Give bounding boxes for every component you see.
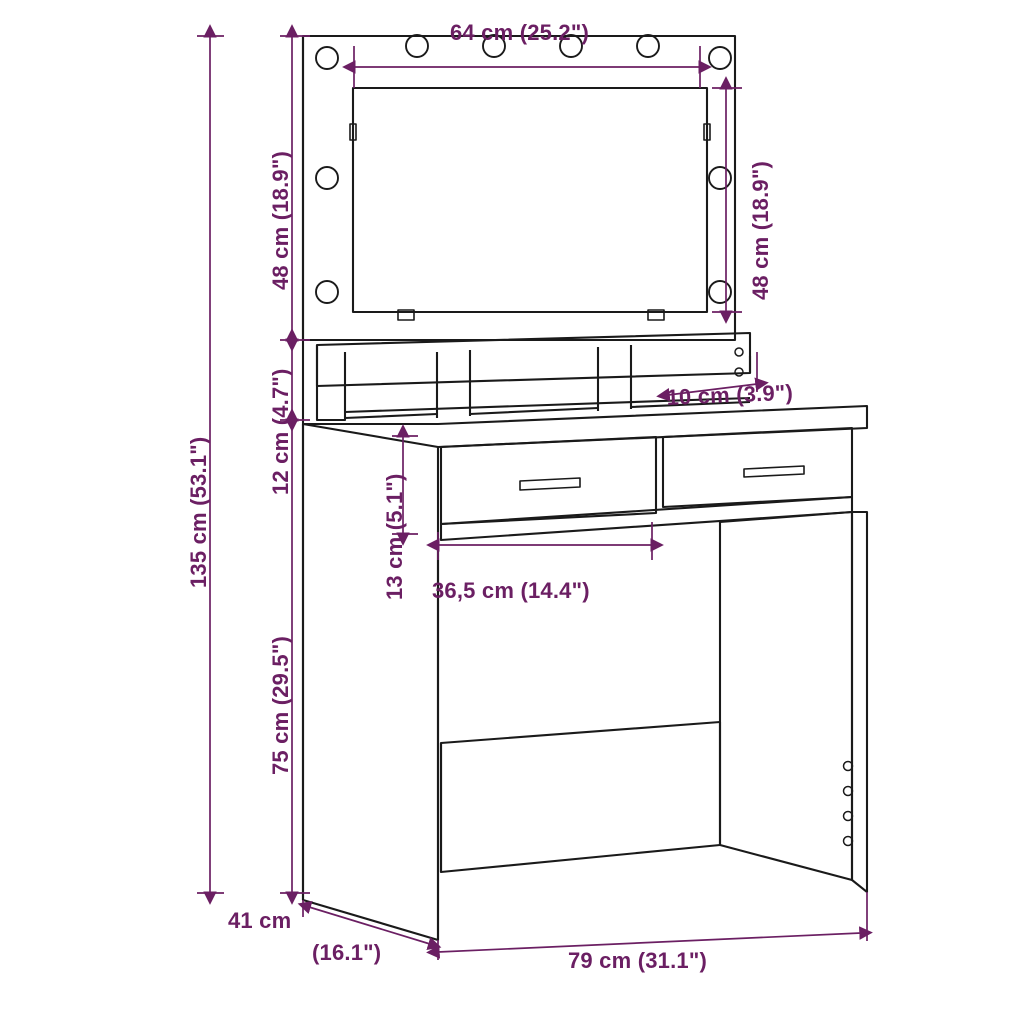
dimension-label-drawer-height: 13 cm (5.1") [382, 473, 407, 600]
dimension-label-shelf-depth: 10 cm (3.9") [666, 379, 794, 410]
dimension-label-mirror-height-left: 48 cm (18.9") [268, 150, 293, 290]
dimension-label-depth: 41 cm (16.1") [228, 908, 382, 965]
dimension-label-shelf-height: 12 cm (4.7") [268, 368, 293, 495]
dimension-label-mirror-width: 64 cm (25.2") [450, 20, 590, 45]
dimension-label-mirror-height-right: 48 cm (18.9") [748, 160, 773, 300]
dimension-label-total-height: 135 cm (53.1") [186, 436, 211, 588]
dimension-label-table-height: 75 cm (29.5") [268, 635, 293, 775]
dimension-label-drawer-width: 36,5 cm (14.4") [432, 578, 590, 603]
dimension-label-total-width: 79 cm (31.1") [568, 948, 708, 973]
